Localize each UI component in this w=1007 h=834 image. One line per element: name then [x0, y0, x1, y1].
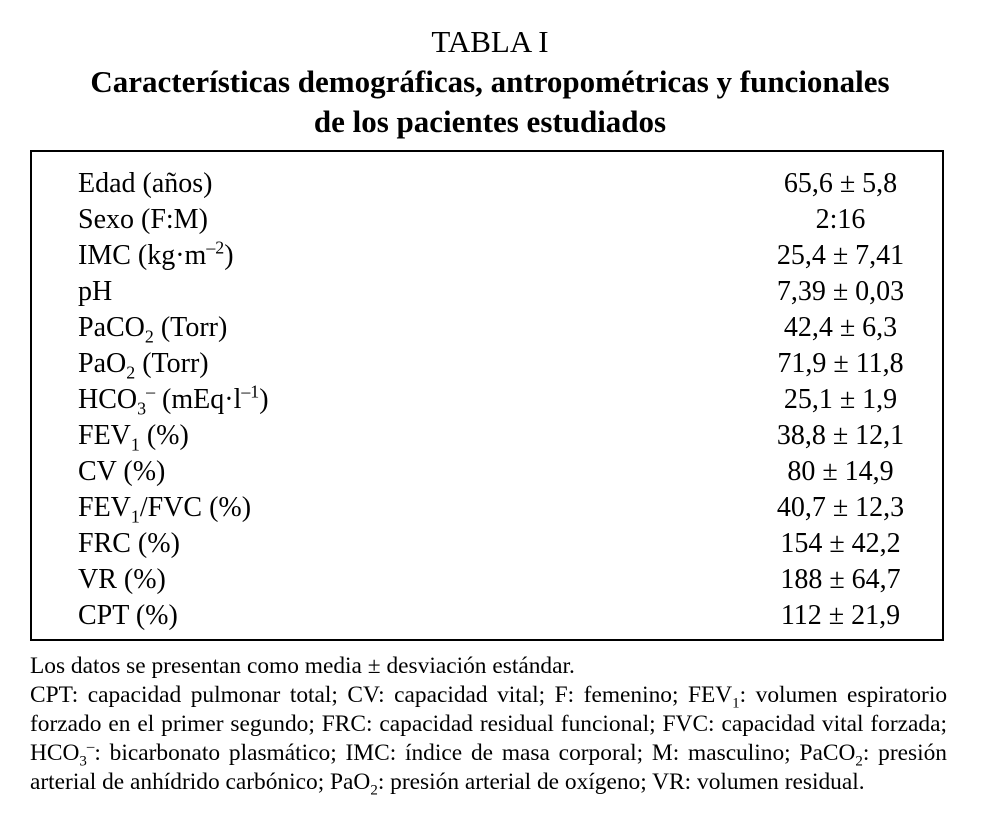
table-title: TABLA I [431, 24, 549, 59]
table-row [78, 598, 901, 634]
table-row [78, 346, 904, 383]
row-label: CV (%) [78, 456, 166, 487]
table-row [78, 454, 898, 490]
caption-line-2: de los pacientes estudiados [313, 104, 667, 139]
row-label: $HCO_3^-$ $(mEq\cdot l^{-1})$ [78, 381, 269, 419]
table-row [78, 562, 901, 598]
row-label: $FEV_1$/FVC (%) [78, 492, 252, 527]
row-label: $FEV_1$ (%) [78, 420, 189, 455]
row-value: 38,8 ± 12,1 [776, 420, 905, 451]
row-value: 112 ± 21,9 [780, 600, 901, 631]
footnote-abbreviations: CPT: capacidad pulmonar total; CV: capacidad vital; F: femenino; $FEV_1$: volumen espiratorio forzado en el primer segundo; FRC: capacidad residual funcional; FVC: capacidad vital forzada; $HCO_3^-$: bicarbonato plasmático; IMC: índice de masa corporal; M: masculino; PaCO$_2$: presión arterial de anhídrido carbónico; PaO$_2$: presión arterial de oxígeno; VR: volumen residual. [30, 682, 948, 799]
row-label: Edad (años) [78, 168, 213, 199]
row-value: 65,6 ± 5,8 [783, 168, 898, 199]
row-label: PaCO$_2$ (Torr) [78, 312, 228, 347]
row-label: FRC (%) [78, 528, 180, 559]
row-value: 25,4 ± 7,41 [776, 240, 905, 271]
row-value: 188 ± 64,7 [780, 564, 901, 595]
row-value: 71,9 ± 11,8 [777, 348, 904, 379]
row-value: 40,7 ± 12,3 [776, 492, 905, 523]
row-value: 7,39 ± 0,03 [776, 276, 905, 307]
table-row [78, 166, 898, 202]
row-label: pH [78, 276, 113, 307]
row-value: 154 ± 42,2 [780, 528, 901, 559]
table-row [78, 418, 905, 455]
table-caption [0, 62, 980, 142]
row-label: CPT (%) [78, 600, 178, 631]
caption-line-1: Características demográficas, antropométricas y funcionales [90, 64, 890, 99]
data-table [30, 150, 944, 641]
footnote-data-format: Los datos se presentan como media ± desviación estándar. [30, 653, 575, 679]
row-label: Sexo (F:M) [78, 204, 208, 235]
row-value: 42,4 ± 6,3 [783, 312, 898, 343]
row-value: 80 ± 14,9 [787, 456, 894, 487]
table-row [78, 202, 898, 238]
table-row [78, 310, 898, 346]
table-row [78, 490, 905, 527]
table-row [78, 526, 901, 562]
table-row [78, 237, 905, 274]
table-footnotes [30, 652, 947, 797]
table-row [78, 274, 905, 310]
row-label: PaO$_2$ (Torr) [78, 348, 209, 383]
row-label: IMC $(kg\cdot m^{-2})$ [78, 237, 234, 271]
row-label: VR (%) [78, 564, 166, 595]
row-value: 2:16 [815, 204, 866, 235]
table-row [78, 382, 898, 418]
row-value: 25,1 ± 1,9 [783, 384, 898, 415]
